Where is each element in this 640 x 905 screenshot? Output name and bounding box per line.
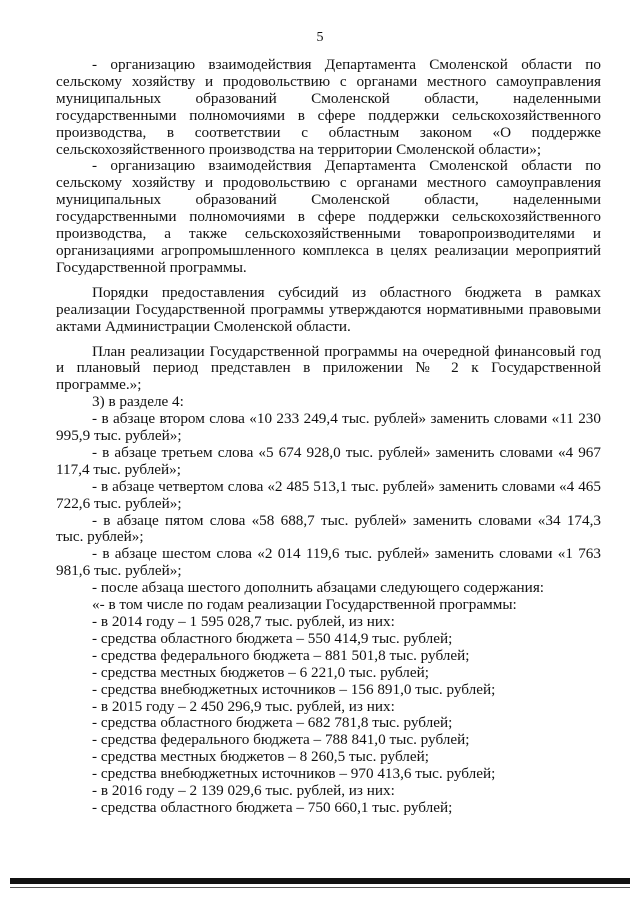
list-item: - средства местных бюджетов – 8 260,5 тыс. рублей; [92,748,429,766]
list-item: - в 2015 году – 2 450 296,9 тыс. рублей, из них: [92,697,395,715]
list-item: - в 2016 году – 2 139 029,6 тыс. рублей, из них: [92,782,395,800]
paragraph-coordination-2: - организацию взаимодействия Департамента Смоленской области по сельскому хозяйству и продовольствию с органами местного самоуправления муниципальных образований Смоленской области, наделенными государственными полномочиями в сфере поддержки сельскохозяйственного производства, а также сельскохозяйственными товаропроизводителями и организациями агропромышленного комплекса в целях реализации мероприятий Государственной программы. [56,157,601,276]
paragraph-abzac-5: - в абзаце пятом слова «58 688,7 тыс. рублей» заменить словами «34 174,3 тыс. рублей»; [56,511,601,546]
scan-edge-bar [10,878,630,884]
paragraph-section-4: 3) в разделе 4: [92,393,184,411]
list-item: - средства областного бюджета – 550 414,9 тыс. рублей; [92,629,453,647]
list-item: - средства внебюджетных источников – 970 413,6 тыс. рублей; [92,765,496,783]
paragraph-abzac-3: - в абзаце третьем слова «5 674 928,0 тыс. рублей» заменить словами «4 967 117,4 тыс. рублей»; [56,443,601,478]
paragraph-subsidies: Порядки предоставления субсидий из областного бюджета в рамках реализации Государственной программы утверждаются нормативными правовыми актами Администрации Смоленской области. [56,283,601,335]
document-body [56,57,601,817]
paragraph-add-after: - после абзаца шестого дополнить абзацами следующего содержания: [92,579,545,597]
list-item: - средства федерального бюджета – 881 501,8 тыс. рублей; [92,646,470,664]
list-item: - средства федерального бюджета – 788 841,0 тыс. рублей; [92,731,470,749]
paragraph-coordination-1: - организацию взаимодействия Департамента Смоленской области по сельскому хозяйству и продовольствию с органами местного самоуправления муниципальных образований Смоленской области, наделенными государственными полномочиями в сфере поддержки сельскохозяйственного производства, в соответствии с областным законом «О поддержке сельскохозяйственного производства на территории Смоленской области»; [56,56,601,158]
list-item: - в 2014 году – 1 595 028,7 тыс. рублей, из них: [92,613,395,630]
list-item: - средства областного бюджета – 682 781,8 тыс. рублей; [92,714,453,732]
list-item: - средства местных бюджетов – 6 221,0 тыс. рублей; [92,663,429,681]
list-item: - средства областного бюджета – 750 660,1 тыс. рублей; [92,798,453,816]
paragraph-abzac-2: - в абзаце втором слова «10 233 249,4 тыс. рублей» заменить словами «11 230 995,9 тыс. рублей»; [56,410,601,445]
page-number: 5 [316,30,324,45]
funding-list [56,597,601,817]
list-item: «- в том числе по годам реализации Государственной программы: [92,596,517,614]
paragraph-plan: План реализации Государственной программы на очередной финансовый год и плановый период представлен в приложении № 2 к Государственной программе.»; [56,342,601,394]
list-item: - средства внебюджетных источников – 156 891,0 тыс. рублей; [92,680,496,698]
scan-edge-line [10,887,630,888]
paragraph-abzac-6: - в абзаце шестом слова «2 014 119,6 тыс. рублей» заменить словами «1 763 981,6 тыс. рублей»; [56,545,601,580]
paragraph-abzac-4: - в абзаце четвертом слова «2 485 513,1 тыс. рублей» заменить словами «4 465 722,6 тыс. рублей»; [56,477,601,512]
